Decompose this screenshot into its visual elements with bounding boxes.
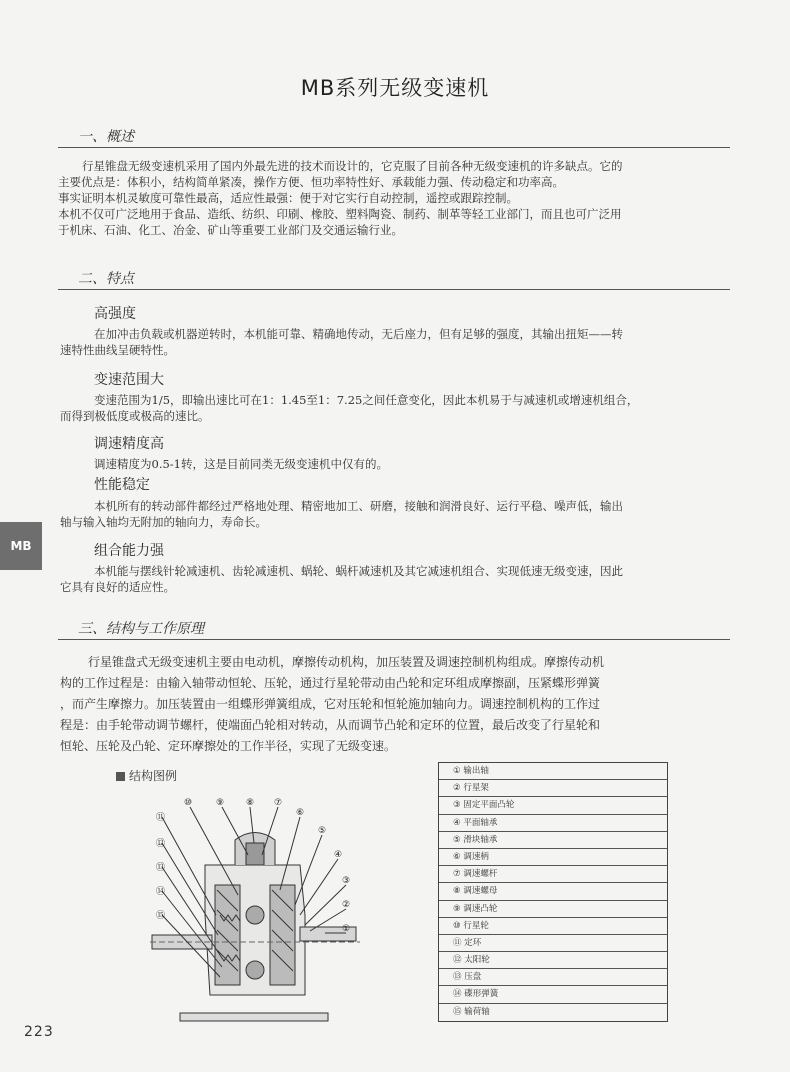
feature-text [60, 392, 638, 424]
legend-row: ⑮ 输荷轴 [453, 1006, 490, 1017]
feature-title: 组合能力强 [94, 543, 164, 559]
overview-paragraph [58, 158, 623, 238]
text-line: 构的工作过程是：由输入轴带动恒轮、压轮，通过行星轮带动由凸轮和定环组成摩擦副，压紧蝶形弹簧 [60, 676, 601, 690]
text-line: 程是：由手轮带动调节螺杆，使端面凸轮相对转动，从而调节凸轮和定环的位置，最后改变了行星轮和 [60, 718, 601, 732]
feature-text [60, 326, 623, 358]
callout-label: ③ [342, 876, 351, 886]
feature-title: 调速精度高 [94, 436, 164, 452]
legend-row: ⑩ 行星轮 [439, 918, 667, 935]
feature-text [60, 456, 388, 472]
text-line: 变速范围为1/5，即输出速比可在1：1.45至1：7.25之间任意变化，因此本机易于与减速机或增速机组合， [94, 393, 639, 407]
callout-label: ⑦ [274, 798, 283, 808]
legend-row: ⑪ 定环 [439, 935, 667, 952]
text-line: ，而产生摩擦力。加压装置由一组蝶形弹簧组成，它对压轮和恒轮施加轴向力。调速控制机构的工作过 [60, 697, 601, 711]
adjust-screw [246, 843, 264, 865]
callout-label: ⑧ [246, 798, 255, 808]
text-line: 调速精度为0.5-1转，这是目前同类无级变速机中仅有的。 [94, 457, 388, 471]
text-line: 于机床、石油、化工、冶金、矿山等重要工业部门及交通运输行业。 [58, 223, 403, 237]
base-plate [180, 1013, 328, 1021]
section-heading-overview [58, 126, 730, 148]
divider [58, 147, 730, 148]
page-title: MB系列无级变速机 [300, 76, 490, 100]
legend-row: ⑨ 调速凸轮 [439, 901, 667, 918]
section-title: 一、概述 [78, 129, 134, 145]
text-line: 行星锥盘式无级变速机主要由电动机，摩擦传动机构，加压装置及调速控制机构组成。摩擦传动机 [88, 655, 605, 669]
text-line: 它具有良好的适应性。 [60, 580, 175, 594]
structure-paragraph [60, 652, 604, 757]
callout-label: ⑪ [156, 813, 166, 823]
section-title: 三、结构与工作原理 [78, 621, 204, 637]
callout-label: ⑭ [156, 887, 166, 897]
callout-label: ⑬ [156, 863, 166, 873]
parts-legend-table [438, 762, 668, 1022]
text-line: 恒轮、压轮及凸轮、定环摩擦处的工作半径，实现了无级变速。 [60, 739, 397, 753]
figure-label [116, 767, 177, 784]
feature-title: 高强度 [94, 306, 136, 322]
text-line: 在加冲击负载或机器逆转时，本机能可靠、精确地传动，无后座力，但有足够的强度，其输出扭矩——转 [94, 327, 623, 341]
text-line: 本机所有的转动部件都经过严格地处理、精密地加工、研磨，接触和润滑良好、运行平稳、噪声低，输出 [94, 499, 623, 513]
callout-label: ⑥ [296, 808, 305, 818]
text-line: 事实证明本机灵敏度可靠性最高，适应性最强：便于对它实行自动控制，遥控或跟踪控制。 [58, 191, 518, 205]
legend-row: ⑬ 压盘 [439, 969, 667, 986]
feature-title: 变速范围大 [94, 372, 164, 388]
callout-label: ⑮ [156, 911, 166, 921]
section-title: 二、特点 [78, 271, 134, 287]
feature-title: 性能稳定 [94, 477, 150, 493]
callout-label: ① [342, 924, 351, 934]
legend-row: ⑭ 碟形弹簧 [439, 986, 667, 1003]
page-number: 223 [24, 1024, 54, 1040]
legend-row: ⑤ 滑块轴承 [439, 832, 667, 849]
text-line: 轴与输入轴均无附加的轴向力，寿命长。 [60, 515, 267, 529]
text-line: 速特性曲线呈硬特性。 [60, 343, 175, 357]
figure-label-text: 结构图例 [129, 769, 178, 783]
cross-section-drawing [150, 795, 360, 1035]
section-heading-structure [58, 618, 730, 640]
callout-label: ⑨ [216, 798, 225, 808]
legend-row: ⑧ 调速螺母 [439, 883, 667, 900]
divider [58, 639, 730, 640]
section-heading-features [58, 268, 730, 290]
text-line: 主要优点是：体积小，结构简单紧凑，操作方便、恒功率特性好、承载能力强、传动稳定和功率高。 [58, 175, 564, 189]
text-line: 而得到极低度或极高的速比。 [60, 409, 210, 423]
text-line: 本机不仅可广泛地用于食品、造纸、纺织、印刷、橡胶、塑料陶瓷、制药、制革等轻工业部门，而且也可广泛用 [58, 207, 622, 221]
feature-text [60, 563, 623, 595]
square-bullet-icon [116, 772, 125, 781]
legend-row: ⑫ 太阳轮 [439, 952, 667, 969]
text-line: 本机能与摆线针轮减速机、齿轮减速机、蜗轮、蜗杆减速机及其它减速机组合、实现低速无级变速，因此 [94, 564, 623, 578]
side-tab: MB [0, 522, 42, 570]
text-line: 行星锥盘无级变速机采用了国内外最先进的技术而设计的，它克服了目前各种无级变速机的许多缺点。它的 [82, 159, 623, 173]
callout-label: ⑩ [184, 798, 193, 808]
callout-label: ⑤ [318, 826, 327, 836]
feature-text [60, 498, 623, 530]
legend-row: ③ 固定平面凸轮 [439, 797, 667, 814]
legend-row: ② 行星架 [439, 780, 667, 797]
callout-label: ② [342, 900, 351, 910]
legend-row: ④ 平面轴承 [439, 815, 667, 832]
callout-label: ⑫ [156, 839, 166, 849]
legend-row: ⑥ 调速柄 [439, 849, 667, 866]
legend-row: ⑦ 调速螺杆 [439, 866, 667, 883]
divider [58, 289, 730, 290]
callout-label: ④ [334, 850, 343, 860]
legend-row: ① 输出轴 [439, 763, 667, 780]
